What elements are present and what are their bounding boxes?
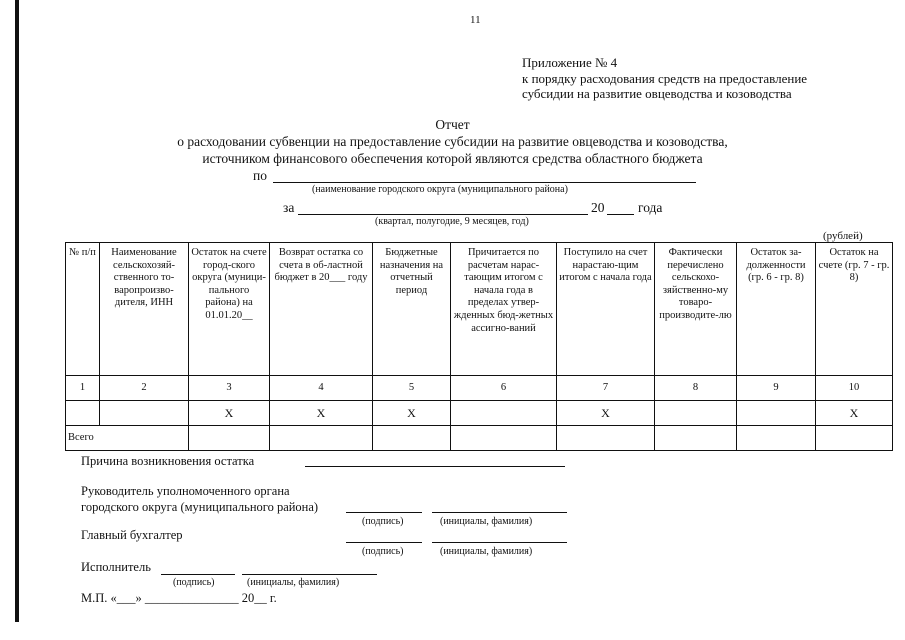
executor-initials-caption: (инициалы, фамилия) [247, 577, 340, 588]
table-cell [100, 401, 189, 426]
accountant-initials-caption: (инициалы, фамилия) [440, 546, 533, 557]
table-cell [66, 401, 100, 426]
col-number: 7 [557, 376, 655, 401]
accountant-signature-line [346, 542, 422, 543]
units-label: (рублей) [823, 230, 863, 242]
column-numbers-row [66, 376, 893, 401]
report-title: Отчет [435, 117, 470, 132]
year-field-line [607, 214, 634, 215]
table-cell [737, 401, 816, 426]
head-title-line1: Руководитель уполномоченного органа [81, 484, 290, 498]
head-title-line2: городского округа (муниципального района) [81, 500, 319, 514]
col-number: 1 [66, 376, 100, 401]
col-number: 2 [100, 376, 189, 401]
appendix-title: Приложение № 4 [522, 55, 618, 70]
appendix-line2: к порядку расходования средств на предоставление [522, 70, 808, 86]
head-initials-caption: (инициалы, фамилия) [440, 516, 533, 527]
accountant-signature-caption: (подпись) [362, 546, 404, 557]
report-table [65, 242, 893, 451]
col-number: 9 [737, 376, 816, 401]
accountant-initials-line [432, 542, 567, 543]
period-field-line [298, 214, 588, 215]
appendix-line3: субсидии на развитие овцеводства и козоводства [522, 86, 792, 101]
col-header-balance-start: Остаток на счете город-ского округа (муници-пального района) на 01.01.20__ [189, 243, 270, 376]
left-margin-bar [15, 0, 19, 622]
page-number: 11 [470, 14, 481, 26]
municipality-caption: (наименование городского округа (муниципального района) [312, 184, 568, 195]
col-header-producer: Наименование сельскохозяй-ственного то-варопроизво-дителя, ИНН [100, 243, 189, 376]
reason-field-line [305, 466, 565, 467]
accountant-label: Главный бухгалтер [81, 528, 183, 542]
table-cell [451, 426, 557, 451]
table-cell [270, 426, 373, 451]
table-cell: X [373, 401, 451, 426]
col-header-budget: Бюджетные назначения на отчетный период [373, 243, 451, 376]
head-signature-line [346, 512, 422, 513]
col-header-debt: Остаток за-долженности (гр. 6 - гр. 8) [737, 243, 816, 376]
table-cell [451, 401, 557, 426]
col-number: 6 [451, 376, 557, 401]
col-number: 3 [189, 376, 270, 401]
table-cell: X [557, 401, 655, 426]
table-cell [816, 426, 893, 451]
table-cell [655, 401, 737, 426]
col-number: 8 [655, 376, 737, 401]
total-label: Всего [66, 426, 189, 451]
col-number: 4 [270, 376, 373, 401]
table-cell [373, 426, 451, 451]
col-header-transferred: Фактически перечислено сельскохо-зяйственно-му товаро-производите-лю [655, 243, 737, 376]
col-header-balance: Остаток на счете (гр. 7 - гр. 8) [816, 243, 893, 376]
executor-initials-line [242, 574, 377, 575]
executor-signature-caption: (подпись) [173, 577, 215, 588]
stamp-date-line: М.П. «___» _______________ 20__ г. [81, 591, 277, 605]
col-number: 5 [373, 376, 451, 401]
head-signature-caption: (подпись) [362, 516, 404, 527]
table-cell: X [270, 401, 373, 426]
table-row [66, 401, 893, 426]
table-cell: X [189, 401, 270, 426]
report-subtitle-2: источником финансового обеспечения которой являются средства областного бюджета [202, 151, 703, 166]
head-initials-line [432, 512, 567, 513]
period-caption: (квартал, полугодие, 9 месяцев, год) [375, 216, 529, 227]
total-row [66, 426, 893, 451]
year-prefix: 20 [591, 200, 605, 215]
po-label: по [253, 168, 267, 183]
table-cell [189, 426, 270, 451]
report-subtitle-1: о расходовании субвенции на предоставление субсидии на развитие овцеводства и козоводства, [177, 134, 728, 149]
table-cell [655, 426, 737, 451]
municipality-field-line [273, 182, 696, 183]
za-label: за [283, 200, 295, 215]
executor-signature-line [161, 574, 235, 575]
table-cell: X [816, 401, 893, 426]
col-header-return: Возврат остатка со счета в об-ластной бюджет в 20___ году [270, 243, 373, 376]
col-header-received: Поступило на счет нарастаю-щим итогом с начала года [557, 243, 655, 376]
col-header-num: № п/п [66, 243, 100, 376]
appendix-block [522, 55, 807, 102]
col-header-due: Причитается по расчетам нарас-тающим итогом с начала года в пределах утвер-жденных бюд-жетных ассигно-ваний [451, 243, 557, 376]
table-cell [737, 426, 816, 451]
table-header-row [66, 243, 893, 376]
col-number: 10 [816, 376, 893, 401]
year-word: года [638, 200, 663, 215]
table-cell [557, 426, 655, 451]
executor-label: Исполнитель [81, 560, 151, 574]
reason-label: Причина возникновения остатка [81, 454, 255, 468]
